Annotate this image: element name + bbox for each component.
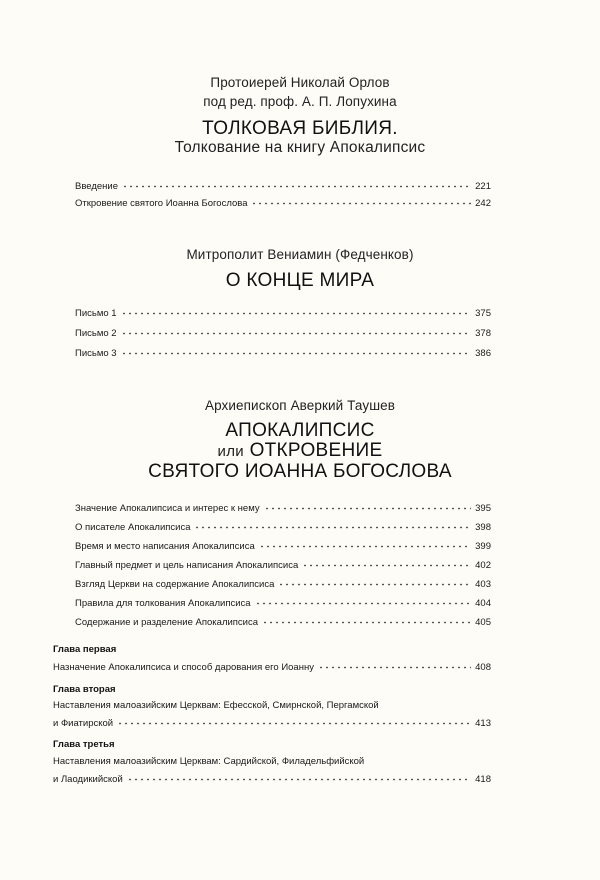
toc-entry[interactable] xyxy=(75,615,491,629)
toc-entry-page: 375 xyxy=(475,308,491,319)
toc-entry-page: 404 xyxy=(475,598,491,609)
toc-entry-page: 398 xyxy=(475,522,491,533)
dot-leader xyxy=(302,557,471,567)
dot-leader xyxy=(262,614,471,624)
chapter-heading: Глава третья xyxy=(53,739,115,750)
section1-title: ТОЛКОВАЯ БИБЛИЯ. xyxy=(202,118,398,139)
toc-entry[interactable] xyxy=(75,306,491,320)
toc-entry-page: 408 xyxy=(475,662,491,673)
dot-leader xyxy=(121,305,472,315)
toc-entry-label: Письмо 2 xyxy=(75,328,117,339)
toc-entry-label: Откровение святого Иоанна Богослова xyxy=(75,198,248,209)
toc-entry-label: Содержание и разделение Апокалипсиса xyxy=(75,617,259,628)
dot-leader xyxy=(259,538,471,548)
toc-entry-label: и Фиатирской xyxy=(53,718,114,729)
toc-entry-page: 221 xyxy=(475,181,491,192)
toc-entry-label: О писателе Апокалипсиса xyxy=(75,522,191,533)
toc-entry-label: Введение xyxy=(75,181,119,192)
chapter-heading: Глава первая xyxy=(53,644,117,655)
toc-entry[interactable] xyxy=(53,716,491,730)
toc-entry-page: 242 xyxy=(475,198,491,209)
toc-entry[interactable] xyxy=(53,660,491,674)
toc-entry[interactable] xyxy=(75,179,491,193)
dot-leader xyxy=(264,500,472,510)
toc-entry-label: Значение Апокалипсиса и интерес к нему xyxy=(75,503,260,514)
toc-entry-label: Письмо 1 xyxy=(75,308,117,319)
toc-entry-label: Взгляд Церкви на содержание Апокалипсиса xyxy=(75,579,275,590)
section3-title-line2 xyxy=(0,440,600,462)
section1-subtitle: Толкование на книгу Апокалипсис xyxy=(174,139,426,156)
toc-entry-label: Наставления малоазийским Церквам: Ефесской, Смирнской, Пергамской xyxy=(53,700,379,711)
section2-title: О КОНЦЕ МИРА xyxy=(225,270,375,291)
chapter-heading: Глава вторая xyxy=(53,684,116,695)
toc-entry-label: Правила для толкования Апокалипсиса xyxy=(75,598,251,609)
toc-entry-label: Главный предмет и цель написания Апокалипсиса xyxy=(75,560,299,571)
toc-entry-label: и Лаодикийской xyxy=(53,774,123,785)
toc-entry-label: Время и место написания Апокалипсиса xyxy=(75,541,255,552)
toc-entry[interactable] xyxy=(53,772,491,786)
dot-leader xyxy=(194,519,471,529)
toc-entry[interactable] xyxy=(75,558,491,572)
toc-entry-page: 418 xyxy=(475,774,491,785)
dot-leader xyxy=(251,195,471,205)
section3-title-line3: СВЯТОГО ИОАННА БОГОСЛОВА xyxy=(148,461,452,482)
toc-entry-page: 405 xyxy=(475,617,491,628)
dot-leader xyxy=(318,659,471,669)
dot-leader xyxy=(127,771,471,781)
section1-author: Протоиерей Николай Орлов xyxy=(210,75,390,90)
toc-entry[interactable] xyxy=(75,520,491,534)
dot-leader xyxy=(121,325,472,335)
toc-entry-page: 386 xyxy=(475,348,491,359)
toc-entry[interactable] xyxy=(75,346,491,360)
section3-title-revelation: ОТКРОВЕНИЕ xyxy=(249,440,383,461)
dot-leader xyxy=(122,178,471,188)
section3-title-or: или xyxy=(217,443,244,460)
toc-entry[interactable] xyxy=(75,577,491,591)
toc-entry[interactable] xyxy=(75,596,491,610)
toc-entry-page: 399 xyxy=(475,541,491,552)
section3-author: Архиепископ Аверкий Таушев xyxy=(204,398,396,413)
dot-leader xyxy=(278,576,471,586)
toc-entry-page: 395 xyxy=(475,503,491,514)
toc-entry[interactable] xyxy=(75,326,491,340)
toc-entry-page: 378 xyxy=(475,328,491,339)
toc-entry-label: Письмо 3 xyxy=(75,348,117,359)
toc-entry[interactable] xyxy=(75,501,491,515)
section2-author: Митрополит Вениамин (Федченков) xyxy=(186,247,414,262)
dot-leader xyxy=(117,715,471,725)
toc-entry[interactable] xyxy=(75,196,491,210)
toc-entry-label: Назначение Апокалипсиса и способ дарования его Иоанну xyxy=(53,662,314,673)
dot-leader xyxy=(255,595,472,605)
toc-entry-page: 403 xyxy=(475,579,491,590)
toc-entry-page: 402 xyxy=(475,560,491,571)
toc-entry-page: 413 xyxy=(475,718,491,729)
toc-entry-label: Наставления малоазийским Церквам: Сардийской, Филадельфийской xyxy=(53,756,365,767)
dot-leader xyxy=(121,345,472,355)
section1-editor: под ред. проф. А. П. Лопухина xyxy=(203,94,397,109)
section3-title-line1: АПОКАЛИПСИС xyxy=(225,420,375,441)
toc-entry[interactable] xyxy=(75,539,491,553)
